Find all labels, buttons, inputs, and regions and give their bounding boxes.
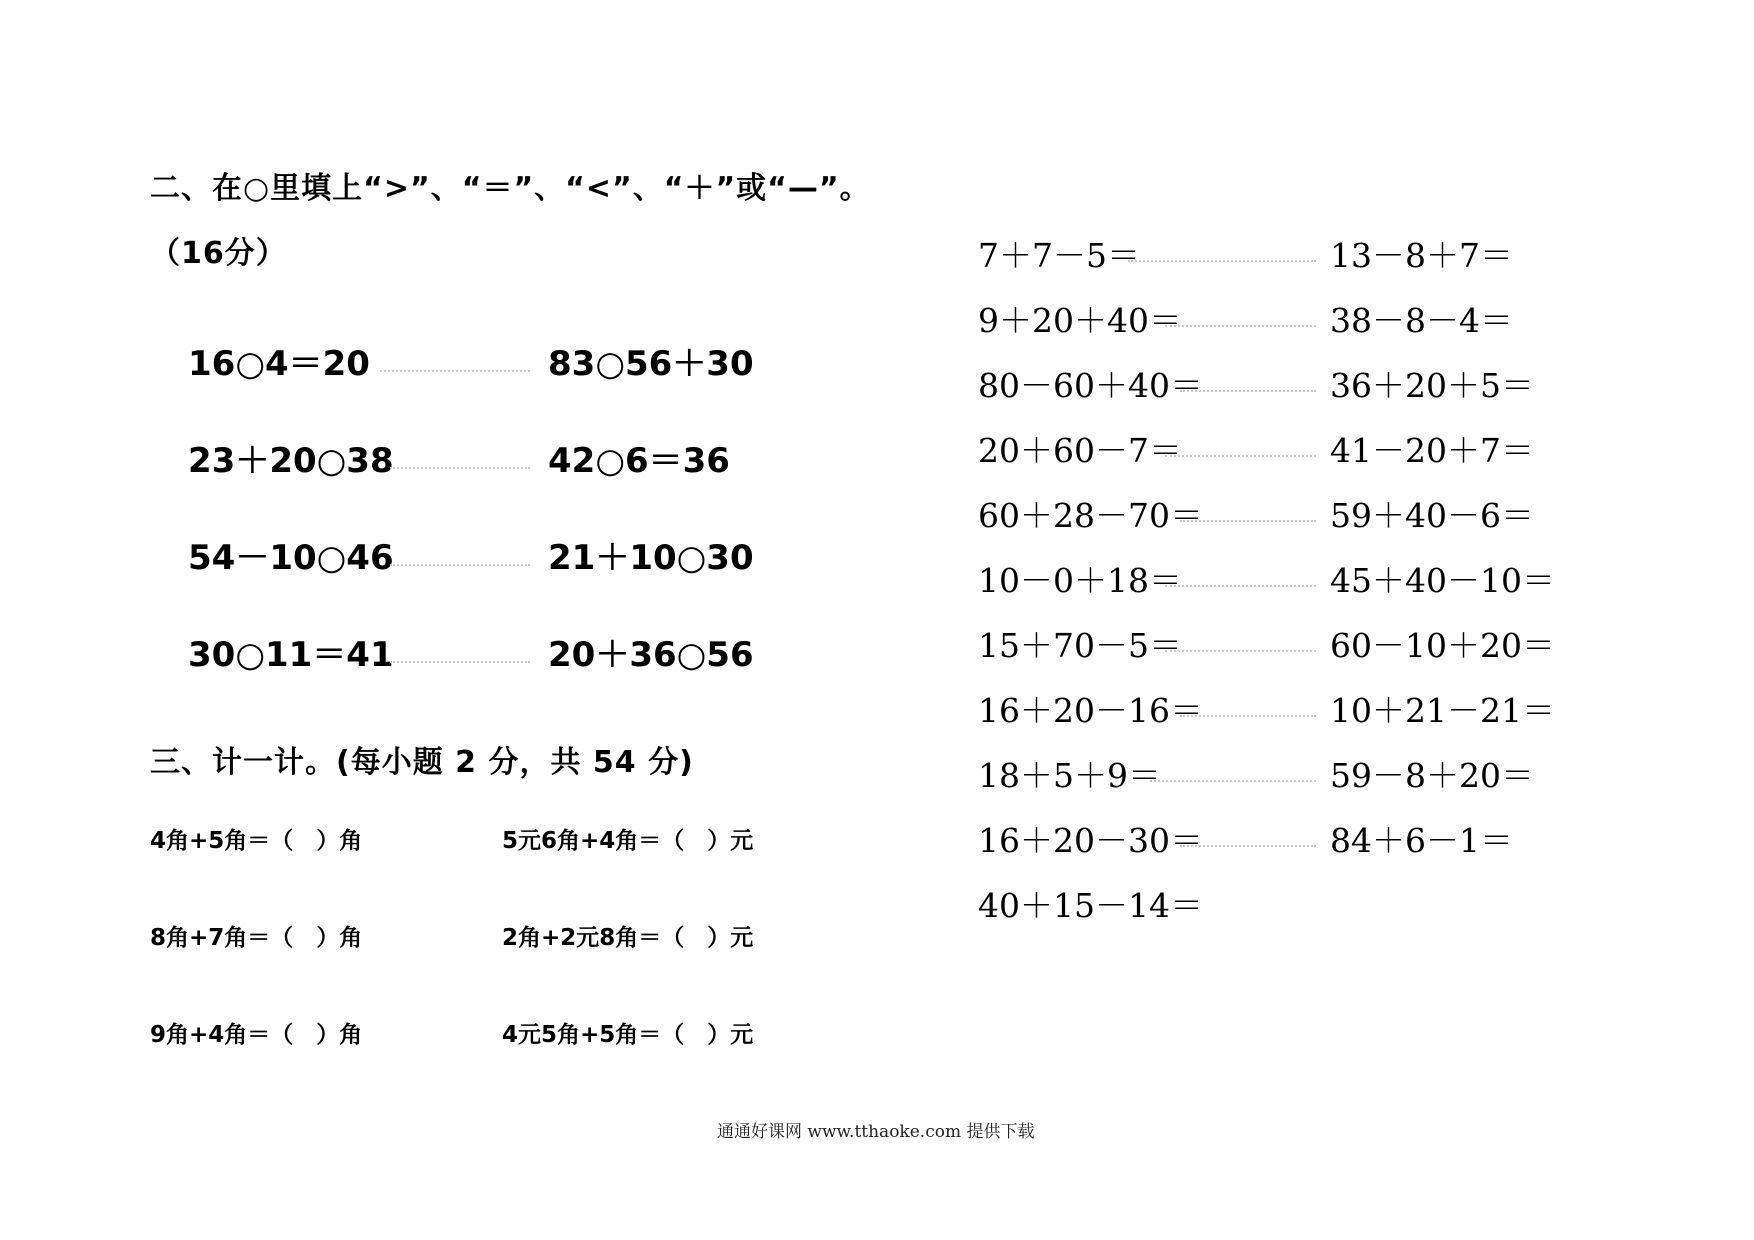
dotted-leader: [390, 467, 530, 469]
dotted-leader: [1165, 455, 1316, 457]
section3-title: 三、计一计。(每小题 2 分，共 54 分): [150, 745, 694, 780]
calc-item: 80－60＋40＝: [978, 366, 1203, 405]
calc-item: 18＋5＋9＝: [978, 756, 1161, 795]
footer-credit: 通通好课网 www.tthaoke.com 提供下载: [717, 1122, 1035, 1142]
compare-item: 30○11＝41: [188, 635, 394, 675]
calc-item: 60＋28－70＝: [978, 496, 1203, 535]
dotted-leader: [1180, 715, 1316, 717]
dotted-leader: [1165, 325, 1316, 327]
compare-item: 20＋36○56: [548, 635, 754, 675]
calc-item: 59－8＋20＝: [1330, 756, 1534, 795]
calc-item: 60－10＋20＝: [1330, 626, 1555, 665]
compare-item: 54－10○46: [188, 538, 394, 578]
dotted-leader: [1128, 260, 1316, 262]
calc-item: 16＋20－16＝: [978, 691, 1203, 730]
compare-item: 16○4＝20: [188, 344, 370, 384]
dotted-leader: [1180, 845, 1316, 847]
dotted-leader: [1165, 650, 1316, 652]
compare-item: 23＋20○38: [188, 441, 394, 481]
dotted-leader: [1180, 390, 1316, 392]
money-item: 8角+7角＝（ ）角: [150, 925, 363, 951]
section2-score: （16分）: [150, 236, 287, 271]
calc-item: 20＋60－7＝: [978, 431, 1182, 470]
calc-item: 7＋7－5＝: [978, 236, 1140, 275]
dotted-leader: [380, 370, 530, 372]
calc-item: 36＋20＋5＝: [1330, 366, 1534, 405]
compare-item: 83○56＋30: [548, 344, 754, 384]
money-item: 2角+2元8角＝（ ）元: [502, 925, 754, 951]
calc-item: 10－0＋18＝: [978, 561, 1182, 600]
compare-item: 21＋10○30: [548, 538, 754, 578]
money-item: 4角+5角＝（ ）角: [150, 828, 363, 854]
calc-item: 45＋40－10＝: [1330, 561, 1555, 600]
calc-item: 84＋6－1＝: [1330, 821, 1513, 860]
dotted-leader: [390, 661, 530, 663]
section2-title: 二、在○里填上“>”、“＝”、“<”、“＋”或“—”。: [150, 171, 871, 206]
calc-item: 13－8＋7＝: [1330, 236, 1513, 275]
dotted-leader: [1180, 520, 1316, 522]
calc-item: 10＋21－21＝: [1330, 691, 1555, 730]
dotted-leader: [390, 564, 530, 566]
calc-item: 41－20＋7＝: [1330, 431, 1534, 470]
dotted-leader: [1165, 585, 1316, 587]
calc-item: 59＋40－6＝: [1330, 496, 1534, 535]
calc-item: 40＋15－14＝: [978, 886, 1203, 925]
money-item: 5元6角+4角＝（ ）元: [502, 828, 754, 854]
calc-item: 9＋20＋40＝: [978, 301, 1182, 340]
money-item: 4元5角+5角＝（ ）元: [502, 1022, 754, 1048]
money-item: 9角+4角＝（ ）角: [150, 1022, 363, 1048]
calc-item: 15＋70－5＝: [978, 626, 1182, 665]
dotted-leader: [1150, 780, 1316, 782]
calc-item: 38－8－4＝: [1330, 301, 1513, 340]
calc-item: 16＋20－30＝: [978, 821, 1203, 860]
compare-item: 42○6＝36: [548, 441, 730, 481]
